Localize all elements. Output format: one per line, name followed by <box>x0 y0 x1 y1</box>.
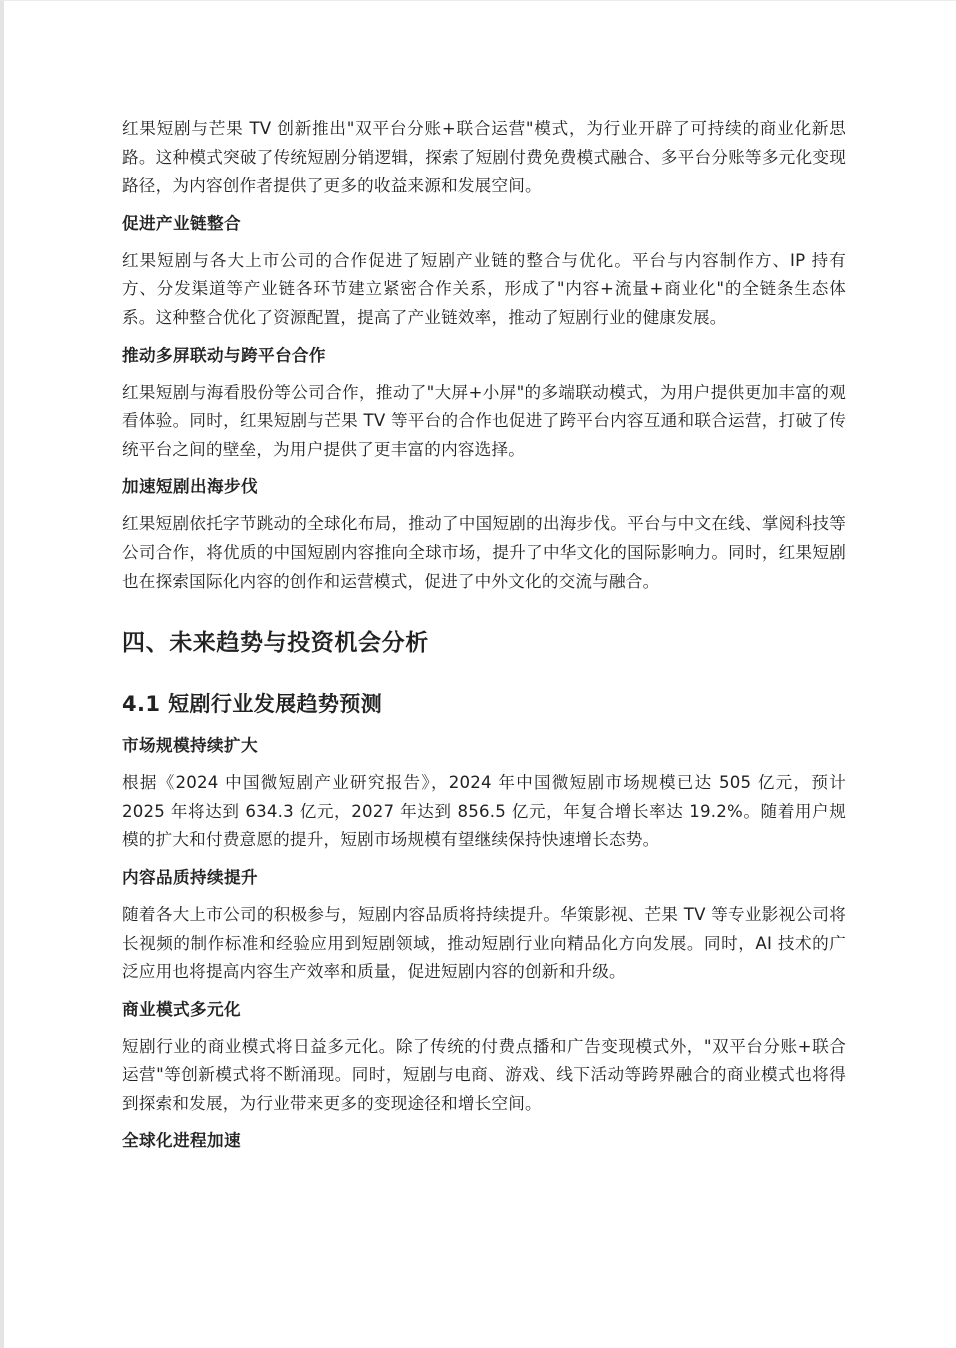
subheading-content-quality: 内容品质持续提升 <box>122 867 258 887</box>
subheading-market-size: 市场规模持续扩大 <box>122 736 258 756</box>
subheading-industry-chain: 促进产业链整合 <box>122 213 241 233</box>
subheading-multi-screen: 推动多屏联动与跨平台合作 <box>122 345 326 365</box>
paragraph-market-size: 根据《2024 中国微短剧产业研究报告》，2024 年中国微短剧市场规模已达 505 亿元，预计 2025 年将达到 634.3 亿元，2027 年达到 856.5 亿元，年复合增长率达 19.2%。随着用户规模的扩大和付费意愿的提升，短剧市场规模有望继续保持快速增长态势。 <box>122 773 846 850</box>
paragraph-multi-screen: 红果短剧与海看股份等公司合作，推动了"大屏+小屏"的多端联动模式，为用户提供更加丰富的观看体验。同时，红果短剧与芒果 TV 等平台的合作也促进了跨平台内容互通和联合运营，打破了传统平台之间的壁垒，为用户提供了更丰富的内容选择。 <box>122 382 846 459</box>
subheading-globalization: 全球化进程加速 <box>122 1131 241 1151</box>
paragraph-business-model: 红果短剧与芒果 TV 创新推出"双平台分账+联合运营"模式，为行业开辟了可持续的商业化新思路。这种模式突破了传统短剧分销逻辑，探索了短剧付费免费模式融合、多平台分账等多元化变现路径，为内容创作者提供了更多的收益来源和发展空间。 <box>122 119 846 196</box>
page-content <box>122 115 846 1164</box>
paragraph-overseas: 红果短剧依托字节跳动的全球化布局，推动了中国短剧的出海步伐。平台与中文在线、掌阅科技等公司合作，将优质的中国短剧内容推向全球市场，提升了中华文化的国际影响力。同时，红果短剧也在探索国际化内容的创作和运营模式，促进了中外文化的交流与融合。 <box>122 514 846 591</box>
paragraph-content-quality: 随着各大上市公司的积极参与，短剧内容品质将持续提升。华策影视、芒果 TV 等专业影视公司将长视频的制作标准和经验应用到短剧领域，推动短剧行业向精品化方向发展。同时，AI 技术的广泛应用也将提高内容生产效率和质量，促进短剧内容的创新和升级。 <box>122 904 846 982</box>
subheading-overseas: 加速短剧出海步伐 <box>122 477 258 497</box>
paragraph-diversified-models: 短剧行业的商业模式将日益多元化。除了传统的付费点播和广告变现模式外，"双平台分账+联合运营"等创新模式将不断涌现。同时，短剧与电商、游戏、线下活动等跨界融合的商业模式也将得到探索和发展，为行业带来更多的变现途径和增长空间。 <box>122 1036 846 1113</box>
section-heading-future-trends: 四、未来趋势与投资机会分析 <box>122 630 429 657</box>
subsection-heading-trend-forecast: 4.1 短剧行业发展趋势预测 <box>122 692 383 717</box>
paragraph-industry-chain: 红果短剧与各大上市公司的合作促进了短剧产业链的整合与优化。平台与内容制作方、IP 持有方、分发渠道等产业链各环节建立紧密合作关系，形成了"内容+流量+商业化"的全链条生态体系。这种整合优化了资源配置，提高了产业链效率，推动了短剧行业的健康发展。 <box>122 250 846 327</box>
subheading-diversified-models: 商业模式多元化 <box>122 999 241 1019</box>
